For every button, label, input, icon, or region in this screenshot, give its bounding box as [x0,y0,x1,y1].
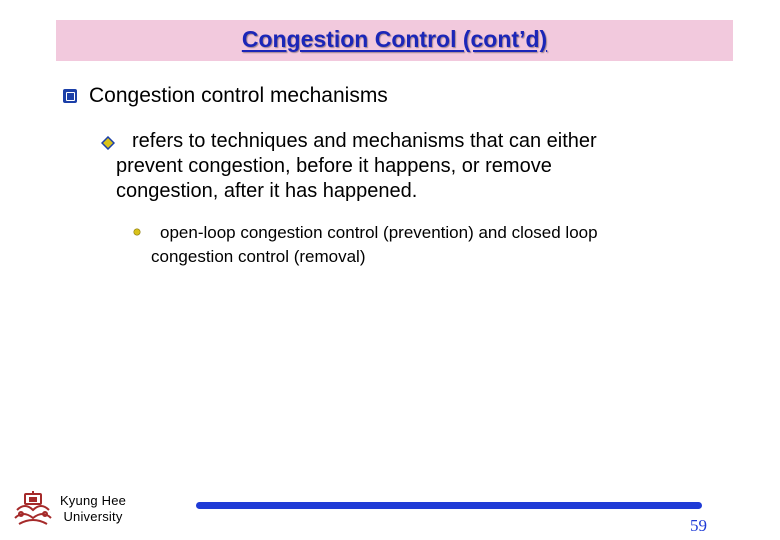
bullet-level1: Congestion control mechanisms [89,84,388,107]
diamond-bullet-icon [101,136,115,150]
bullet-level2 [116,129,716,204]
university-name [57,493,129,525]
bullet-level3-line1: open-loop congestion control (prevention) and closed loop [160,223,598,242]
page-number: 59 [690,516,707,535]
university-name-line2: University [63,509,123,524]
checkbox-bullet-icon [62,88,78,104]
bullet-level2-line1: refers to techniques and mechanisms that can either [132,130,597,152]
slide-title: Congestion Control (cont’d) [241,26,548,52]
bullet-level3-line2: congestion control (removal) [151,247,366,266]
bullet-level3 [151,221,751,269]
footer-divider-bar [196,502,702,509]
bullet-level2-line2: prevent congestion, before it happens, or remove [116,155,552,177]
university-name-line1: Kyung Hee [59,493,127,508]
university-seal-icon [11,490,55,528]
bullet-level2-line3: congestion, after it has happened. [116,180,418,202]
title-bar [56,20,733,61]
dot-bullet-icon [133,228,141,236]
